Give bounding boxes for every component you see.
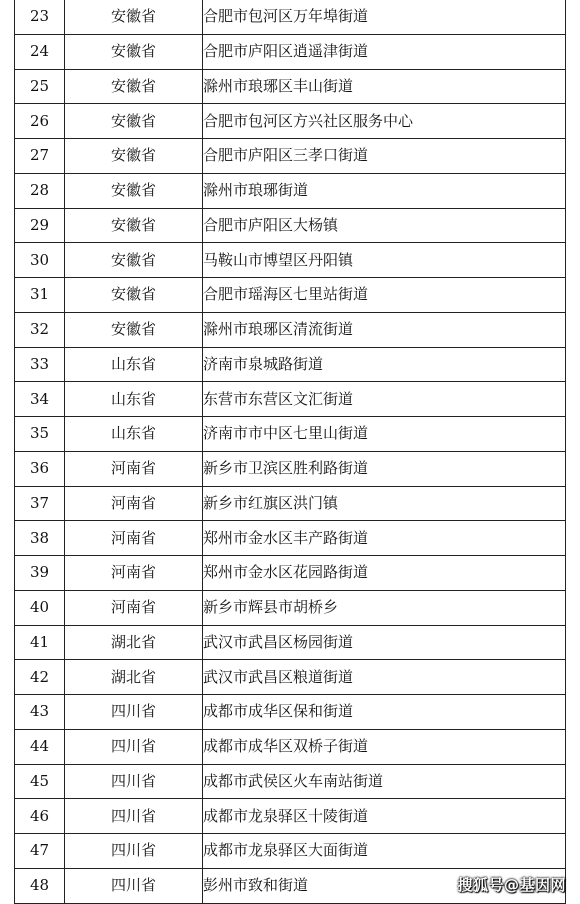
province-cell: 四川省 <box>65 799 203 834</box>
row-number-cell: 43 <box>15 695 65 730</box>
row-number-cell: 37 <box>15 486 65 521</box>
row-number-cell: 24 <box>15 34 65 69</box>
province-cell: 湖北省 <box>65 625 203 660</box>
row-number-cell: 48 <box>15 868 65 903</box>
street-cell: 合肥市庐阳区大杨镇 <box>203 208 566 243</box>
row-number-cell: 46 <box>15 799 65 834</box>
table-row <box>15 173 566 208</box>
province-cell: 河南省 <box>65 451 203 486</box>
province-cell: 四川省 <box>65 834 203 869</box>
table-row <box>15 69 566 104</box>
table-row <box>15 347 566 382</box>
province-cell: 安徽省 <box>65 278 203 313</box>
street-cell: 武汉市武昌区粮道街道 <box>203 660 566 695</box>
province-cell: 安徽省 <box>65 104 203 139</box>
street-cell: 东营市东营区文汇街道 <box>203 382 566 417</box>
street-cell: 合肥市包河区万年埠街道 <box>203 0 566 34</box>
table-row <box>15 104 566 139</box>
table-row <box>15 278 566 313</box>
row-number-cell: 42 <box>15 660 65 695</box>
row-number-cell: 39 <box>15 556 65 591</box>
province-cell: 安徽省 <box>65 69 203 104</box>
table-row <box>15 834 566 869</box>
table-row <box>15 486 566 521</box>
street-cell: 滁州市琅琊区丰山街道 <box>203 69 566 104</box>
row-number-cell: 44 <box>15 729 65 764</box>
table-row <box>15 590 566 625</box>
street-cell: 成都市龙泉驿区十陵街道 <box>203 799 566 834</box>
table-row <box>15 0 566 34</box>
row-number-cell: 36 <box>15 451 65 486</box>
province-cell: 山东省 <box>65 382 203 417</box>
street-cell: 成都市成华区保和街道 <box>203 695 566 730</box>
province-cell: 安徽省 <box>65 243 203 278</box>
province-cell: 安徽省 <box>65 312 203 347</box>
province-cell: 安徽省 <box>65 34 203 69</box>
row-number-cell: 29 <box>15 208 65 243</box>
street-cell: 合肥市瑶海区七里站街道 <box>203 278 566 313</box>
table-row <box>15 556 566 591</box>
row-number-cell: 27 <box>15 139 65 174</box>
street-cell: 新乡市红旗区洪门镇 <box>203 486 566 521</box>
table-row <box>15 799 566 834</box>
row-number-cell: 47 <box>15 834 65 869</box>
row-number-cell: 23 <box>15 0 65 34</box>
street-cell: 郑州市金水区丰产路街道 <box>203 521 566 556</box>
province-cell: 山东省 <box>65 347 203 382</box>
row-number-cell: 38 <box>15 521 65 556</box>
province-cell: 河南省 <box>65 521 203 556</box>
province-cell: 四川省 <box>65 695 203 730</box>
province-cell: 四川省 <box>65 729 203 764</box>
row-number-cell: 31 <box>15 278 65 313</box>
table-row <box>15 243 566 278</box>
street-cell: 成都市武侯区火车南站街道 <box>203 764 566 799</box>
row-number-cell: 30 <box>15 243 65 278</box>
table-row <box>15 729 566 764</box>
street-cell: 马鞍山市博望区丹阳镇 <box>203 243 566 278</box>
row-number-cell: 41 <box>15 625 65 660</box>
row-number-cell: 32 <box>15 312 65 347</box>
table-row <box>15 34 566 69</box>
street-cell: 郑州市金水区花园路街道 <box>203 556 566 591</box>
table-row <box>15 660 566 695</box>
table-row <box>15 764 566 799</box>
street-cell: 彭州市致和街道 <box>203 868 566 903</box>
province-cell: 四川省 <box>65 764 203 799</box>
row-number-cell: 35 <box>15 417 65 452</box>
province-cell: 安徽省 <box>65 0 203 34</box>
street-cell: 成都市成华区双桥子街道 <box>203 729 566 764</box>
table-row <box>15 382 566 417</box>
street-cell: 合肥市包河区方兴社区服务中心 <box>203 104 566 139</box>
table-row <box>15 695 566 730</box>
province-cell: 河南省 <box>65 486 203 521</box>
table-row <box>15 312 566 347</box>
table-row <box>15 139 566 174</box>
street-cell: 滁州市琅琊区清流街道 <box>203 312 566 347</box>
province-cell: 安徽省 <box>65 208 203 243</box>
table-row <box>15 208 566 243</box>
street-cell: 新乡市卫滨区胜利路街道 <box>203 451 566 486</box>
row-number-cell: 26 <box>15 104 65 139</box>
row-number-cell: 33 <box>15 347 65 382</box>
street-cell: 合肥市庐阳区逍遥津街道 <box>203 34 566 69</box>
province-cell: 湖北省 <box>65 660 203 695</box>
row-number-cell: 28 <box>15 173 65 208</box>
street-cell: 合肥市庐阳区三孝口街道 <box>203 139 566 174</box>
street-cell: 武汉市武昌区杨园街道 <box>203 625 566 660</box>
province-cell: 河南省 <box>65 556 203 591</box>
province-cell: 河南省 <box>65 590 203 625</box>
watermark: 搜狐号@基因网 <box>457 876 566 894</box>
street-cell: 成都市龙泉驿区大面街道 <box>203 834 566 869</box>
province-cell: 安徽省 <box>65 173 203 208</box>
data-table <box>14 0 566 904</box>
street-cell: 滁州市琅琊街道 <box>203 173 566 208</box>
street-cell: 济南市泉城路街道 <box>203 347 566 382</box>
row-number-cell: 34 <box>15 382 65 417</box>
row-number-cell: 40 <box>15 590 65 625</box>
street-cell: 新乡市辉县市胡桥乡 <box>203 590 566 625</box>
table-row <box>15 451 566 486</box>
province-cell: 山东省 <box>65 417 203 452</box>
table-body <box>15 0 566 903</box>
table-row <box>15 521 566 556</box>
province-cell: 四川省 <box>65 868 203 903</box>
table-row <box>15 625 566 660</box>
street-cell: 济南市市中区七里山街道 <box>203 417 566 452</box>
row-number-cell: 25 <box>15 69 65 104</box>
table-row <box>15 417 566 452</box>
province-cell: 安徽省 <box>65 139 203 174</box>
row-number-cell: 45 <box>15 764 65 799</box>
